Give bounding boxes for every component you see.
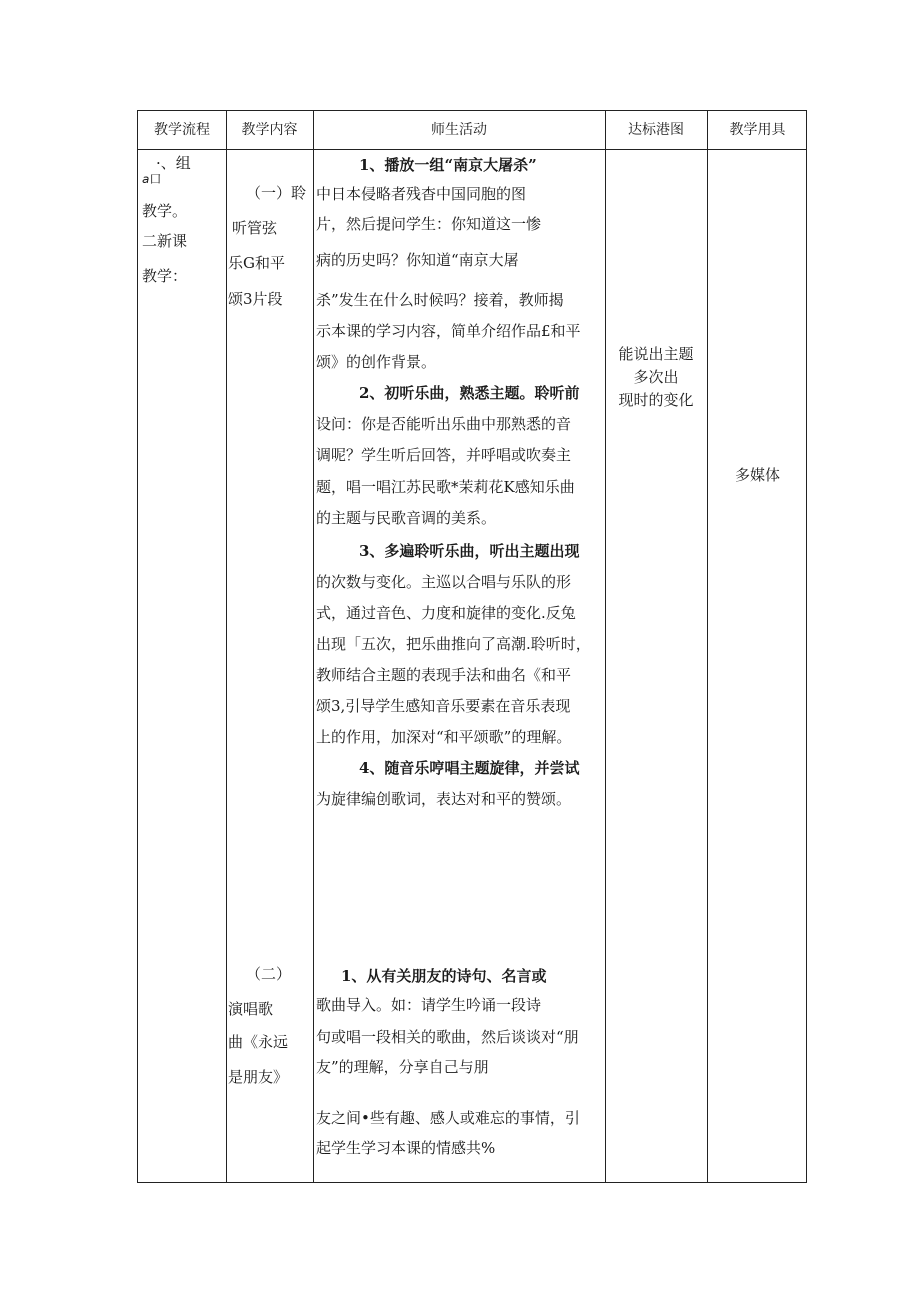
flow-line-5: 教学： xyxy=(142,267,188,285)
activity1-line-4: 病的历史吗？你知道“南京大屠 xyxy=(316,251,519,269)
activity1-line-20: 4、随音乐哼唱主题旋律，并尝试 xyxy=(359,759,580,777)
goal-line-3: 现时的变化 xyxy=(618,391,694,409)
lesson-plan-table xyxy=(137,110,807,1183)
content2-line-2: 演唱歌 xyxy=(228,1000,274,1018)
activity1-line-19: 上的作用，加深对“和平颂歌”的理解。 xyxy=(316,728,572,746)
column-divider xyxy=(707,111,708,1182)
column-divider xyxy=(226,111,227,1182)
activity1-line-12: 的主题与民歌音调的美系。 xyxy=(316,509,497,527)
header-teaching-content: 教学内容 xyxy=(241,122,298,138)
content1-line-4: 颂3片段 xyxy=(228,290,283,308)
activity1-line-14: 的次数与变化。主巡以合唱与乐队的形 xyxy=(316,573,572,591)
column-divider xyxy=(605,111,606,1182)
activity1-line-17: 教师结合主题的表现手法和曲名《和平 xyxy=(316,666,572,684)
activity2-line-6: 起学生学习本课的情感共% xyxy=(316,1139,496,1157)
header-teaching-flow: 教学流程 xyxy=(154,122,210,138)
activity1-line-15: 式，通过音色、力度和旋律的变化.反兔 xyxy=(316,604,576,622)
activity1-line-7: 颂》的创作背景。 xyxy=(316,353,437,371)
activity1-line-6: 示本课的学习内容，简单介绍作品£和平 xyxy=(316,322,581,340)
header-goals: 达标港图 xyxy=(628,122,684,138)
flow-line-3: 教学。 xyxy=(142,202,188,220)
activity2-line-4: 友”的理解，分享自己与朋 xyxy=(316,1058,489,1076)
header-tools: 教学用具 xyxy=(729,122,786,138)
activity1-line-5: 杀”发生在什么时候吗？接着，教师揭 xyxy=(316,291,564,309)
activity1-line-18: 颂3,引导学生感知音乐要素在音乐表现 xyxy=(316,697,571,715)
content2-line-1: （二） xyxy=(246,965,292,983)
column-divider xyxy=(313,111,314,1182)
tools-line-1: 多媒体 xyxy=(734,466,780,484)
flow-line-2: 𝘢口 xyxy=(142,172,162,186)
header-divider xyxy=(138,149,806,150)
activity1-line-11: 题，唱一唱江苏民歌*茉莉花K感知乐曲 xyxy=(316,478,575,496)
activity1-line-9: 设问：你是否能听出乐曲中那熟悉的音 xyxy=(316,415,572,433)
activity1-line-8: 2、初听乐曲，熟悉主题。聆听前 xyxy=(359,384,580,402)
activity2-line-2: 歌曲导入。如：请学生吟诵一段诗 xyxy=(316,996,542,1014)
content1-line-1: （一）聆 xyxy=(246,184,307,202)
activity1-line-10: 调呢？学生听后回答，并呼唱或吹奏主 xyxy=(316,446,572,464)
content2-line-3: 曲《永远 xyxy=(228,1033,289,1051)
activity1-line-21: 为旋律编创歌词，表达对和平的赞颂。 xyxy=(316,790,572,808)
goal-line-2: 多次出 xyxy=(633,368,679,386)
activity1-line-1: 1、播放一组“南京大屠杀” xyxy=(359,156,537,174)
goal-line-1: 能说出主题 xyxy=(618,345,694,363)
content1-line-2: 听管弦 xyxy=(232,219,278,237)
flow-line-1: ·、组 xyxy=(156,154,191,172)
flow-line-4: 二新课 xyxy=(142,232,188,250)
activity2-line-3: 句或唱一段相关的歌曲，然后谈谈对“朋 xyxy=(316,1028,579,1046)
content1-line-3: 乐G和平 xyxy=(228,254,285,272)
activity1-line-16: 出现「五次，把乐曲推向了高潮.聆听时， xyxy=(316,635,591,653)
activity1-line-3: 片，然后提问学生：你知道这一惨 xyxy=(316,215,542,233)
activity2-line-5: 友之间•些有趣、感人或难忘的事情，引 xyxy=(316,1109,580,1127)
activity2-line-1: 1、从有关朋友的诗句、名言或 xyxy=(341,967,547,985)
activity1-line-13: 3、多遍聆听乐曲，听出主题出现 xyxy=(359,542,580,560)
activity1-line-2: 中日本侵略者残杳中国同胞的图 xyxy=(316,185,527,203)
content2-line-4: 是朋友》 xyxy=(228,1068,289,1086)
header-activities: 师生活动 xyxy=(431,122,487,138)
